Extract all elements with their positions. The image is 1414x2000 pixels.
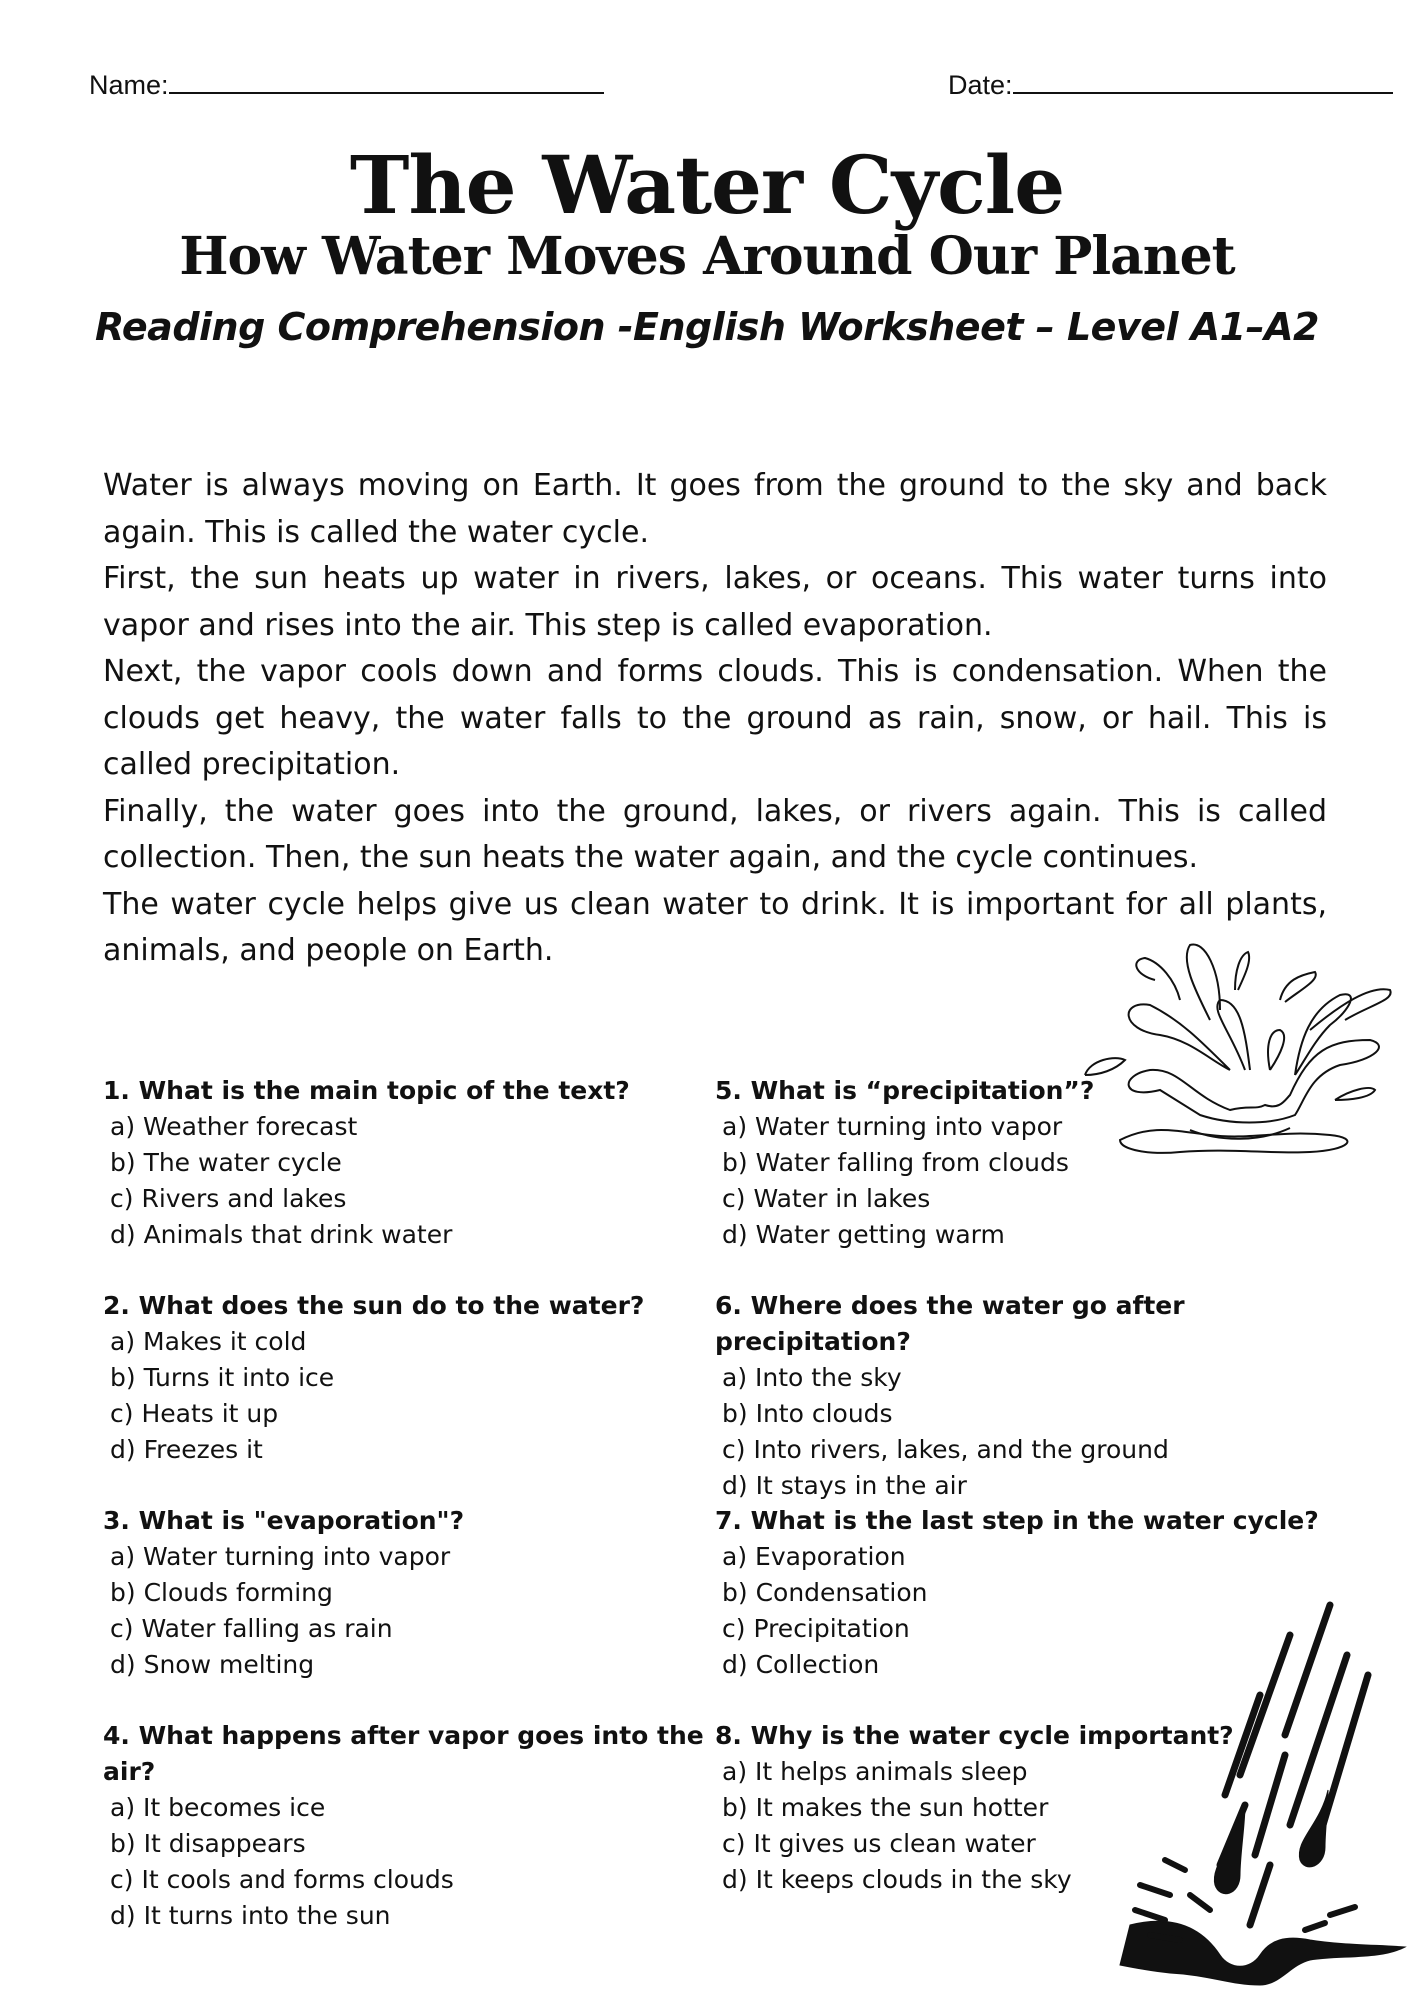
answer-option[interactable]: d) It keeps clouds in the sky [722, 1865, 1072, 1894]
answer-option[interactable]: c) Water falling as rain [110, 1614, 393, 1643]
question-text: 6. Where does the water go after precipitation? [715, 1291, 1185, 1356]
date-label: Date: [948, 70, 1013, 100]
question-text: 7. What is the last step in the water cycle? [715, 1506, 1319, 1535]
answer-option[interactable]: d) Snow melting [110, 1650, 315, 1679]
answer-option[interactable]: b) It makes the sun hotter [722, 1793, 1049, 1822]
answer-option[interactable]: d) It stays in the air [722, 1471, 967, 1500]
answer-option[interactable]: c) It cools and forms clouds [110, 1865, 454, 1894]
answer-option[interactable]: d) Freezes it [110, 1435, 263, 1464]
question-block [103, 1288, 723, 1468]
answer-option[interactable]: d) Water getting warm [722, 1220, 1005, 1249]
question-block [103, 1073, 723, 1253]
answer-option[interactable]: a) It helps animals sleep [722, 1757, 1028, 1786]
question-text: 8. Why is the water cycle important? [715, 1721, 1234, 1750]
question-text: 3. What is "evaporation"? [103, 1506, 465, 1535]
question-text: 4. What happens after vapor goes into the air? [103, 1721, 704, 1786]
name-label: Name: [89, 70, 169, 100]
answer-option[interactable]: a) Water turning into vapor [722, 1112, 1063, 1141]
answer-option[interactable]: b) Condensation [722, 1578, 928, 1607]
answer-option[interactable]: c) It gives us clean water [722, 1829, 1036, 1858]
answer-option[interactable]: d) Collection [722, 1650, 880, 1679]
question-text: 5. What is “precipitation”? [715, 1076, 1095, 1105]
date-field[interactable] [948, 66, 1393, 101]
answer-option[interactable]: a) It becomes ice [110, 1793, 326, 1822]
answer-option[interactable]: b) Turns it into ice [110, 1363, 335, 1392]
answer-option[interactable]: a) Water turning into vapor [110, 1542, 451, 1571]
answer-option[interactable]: b) Into clouds [722, 1399, 893, 1428]
question-text: 1. What is the main topic of the text? [103, 1076, 630, 1105]
passage-paragraph: Water is always moving on Earth. It goes from the ground to the sky and back again. This is called the water cycle. [103, 468, 1327, 550]
question-block [103, 1503, 723, 1683]
answer-option[interactable]: b) The water cycle [110, 1148, 342, 1177]
answer-option[interactable]: a) Makes it cold [110, 1327, 307, 1356]
answer-option[interactable]: b) It disappears [110, 1829, 306, 1858]
question-text: 2. What does the sun do to the water? [103, 1291, 645, 1320]
answer-option[interactable]: c) Into rivers, lakes, and the ground [722, 1435, 1169, 1464]
passage-paragraph: First, the sun heats up water in rivers, lakes, or oceans. This water turns into vapor and rises into the air. This step is called evaporation. [103, 561, 1327, 643]
passage-paragraph: Finally, the water goes into the ground, lakes, or rivers again. This is called collection. Then, the sun heats the water again, and the cycle continues. [103, 793, 1327, 875]
worksheet-subtitle: How Water Moves Around Our Planet [179, 226, 1235, 287]
worksheet-title: The Water Cycle [349, 138, 1065, 232]
answer-option[interactable]: d) It turns into the sun [110, 1901, 391, 1930]
answer-option[interactable]: c) Heats it up [110, 1399, 279, 1428]
answer-option[interactable]: a) Weather forecast [110, 1112, 358, 1141]
passage-paragraph: Next, the vapor cools down and forms clouds. This is condensation. When the clouds get heavy, the water falls to the ground as rain, snow, or hail. This is called precipitation. [103, 654, 1327, 782]
water-splash-illustration [1080, 930, 1400, 1160]
question-block [103, 1718, 723, 1934]
passage-paragraph: The water cycle helps give us clean water to drink. It is important for all plants, animals, and people on Earth. [103, 886, 1327, 968]
answer-option[interactable]: c) Water in lakes [722, 1184, 931, 1213]
rain-drops-illustration [1110, 1595, 1410, 1995]
answer-option[interactable]: d) Animals that drink water [110, 1220, 453, 1249]
answer-option[interactable]: b) Clouds forming [110, 1578, 333, 1607]
worksheet-level: Reading Comprehension -English Worksheet – Level A1–A2 [95, 305, 1319, 349]
name-blank-line[interactable] [169, 66, 604, 94]
answer-option[interactable]: c) Rivers and lakes [110, 1184, 347, 1213]
answer-option[interactable]: a) Evaporation [722, 1542, 906, 1571]
date-blank-line[interactable] [1013, 66, 1393, 94]
reading-passage [103, 463, 1327, 975]
question-block [715, 1288, 1335, 1504]
name-field[interactable] [89, 66, 604, 101]
answer-option[interactable]: b) Water falling from clouds [722, 1148, 1069, 1177]
answer-option[interactable]: a) Into the sky [722, 1363, 902, 1392]
answer-option[interactable]: c) Precipitation [722, 1614, 910, 1643]
